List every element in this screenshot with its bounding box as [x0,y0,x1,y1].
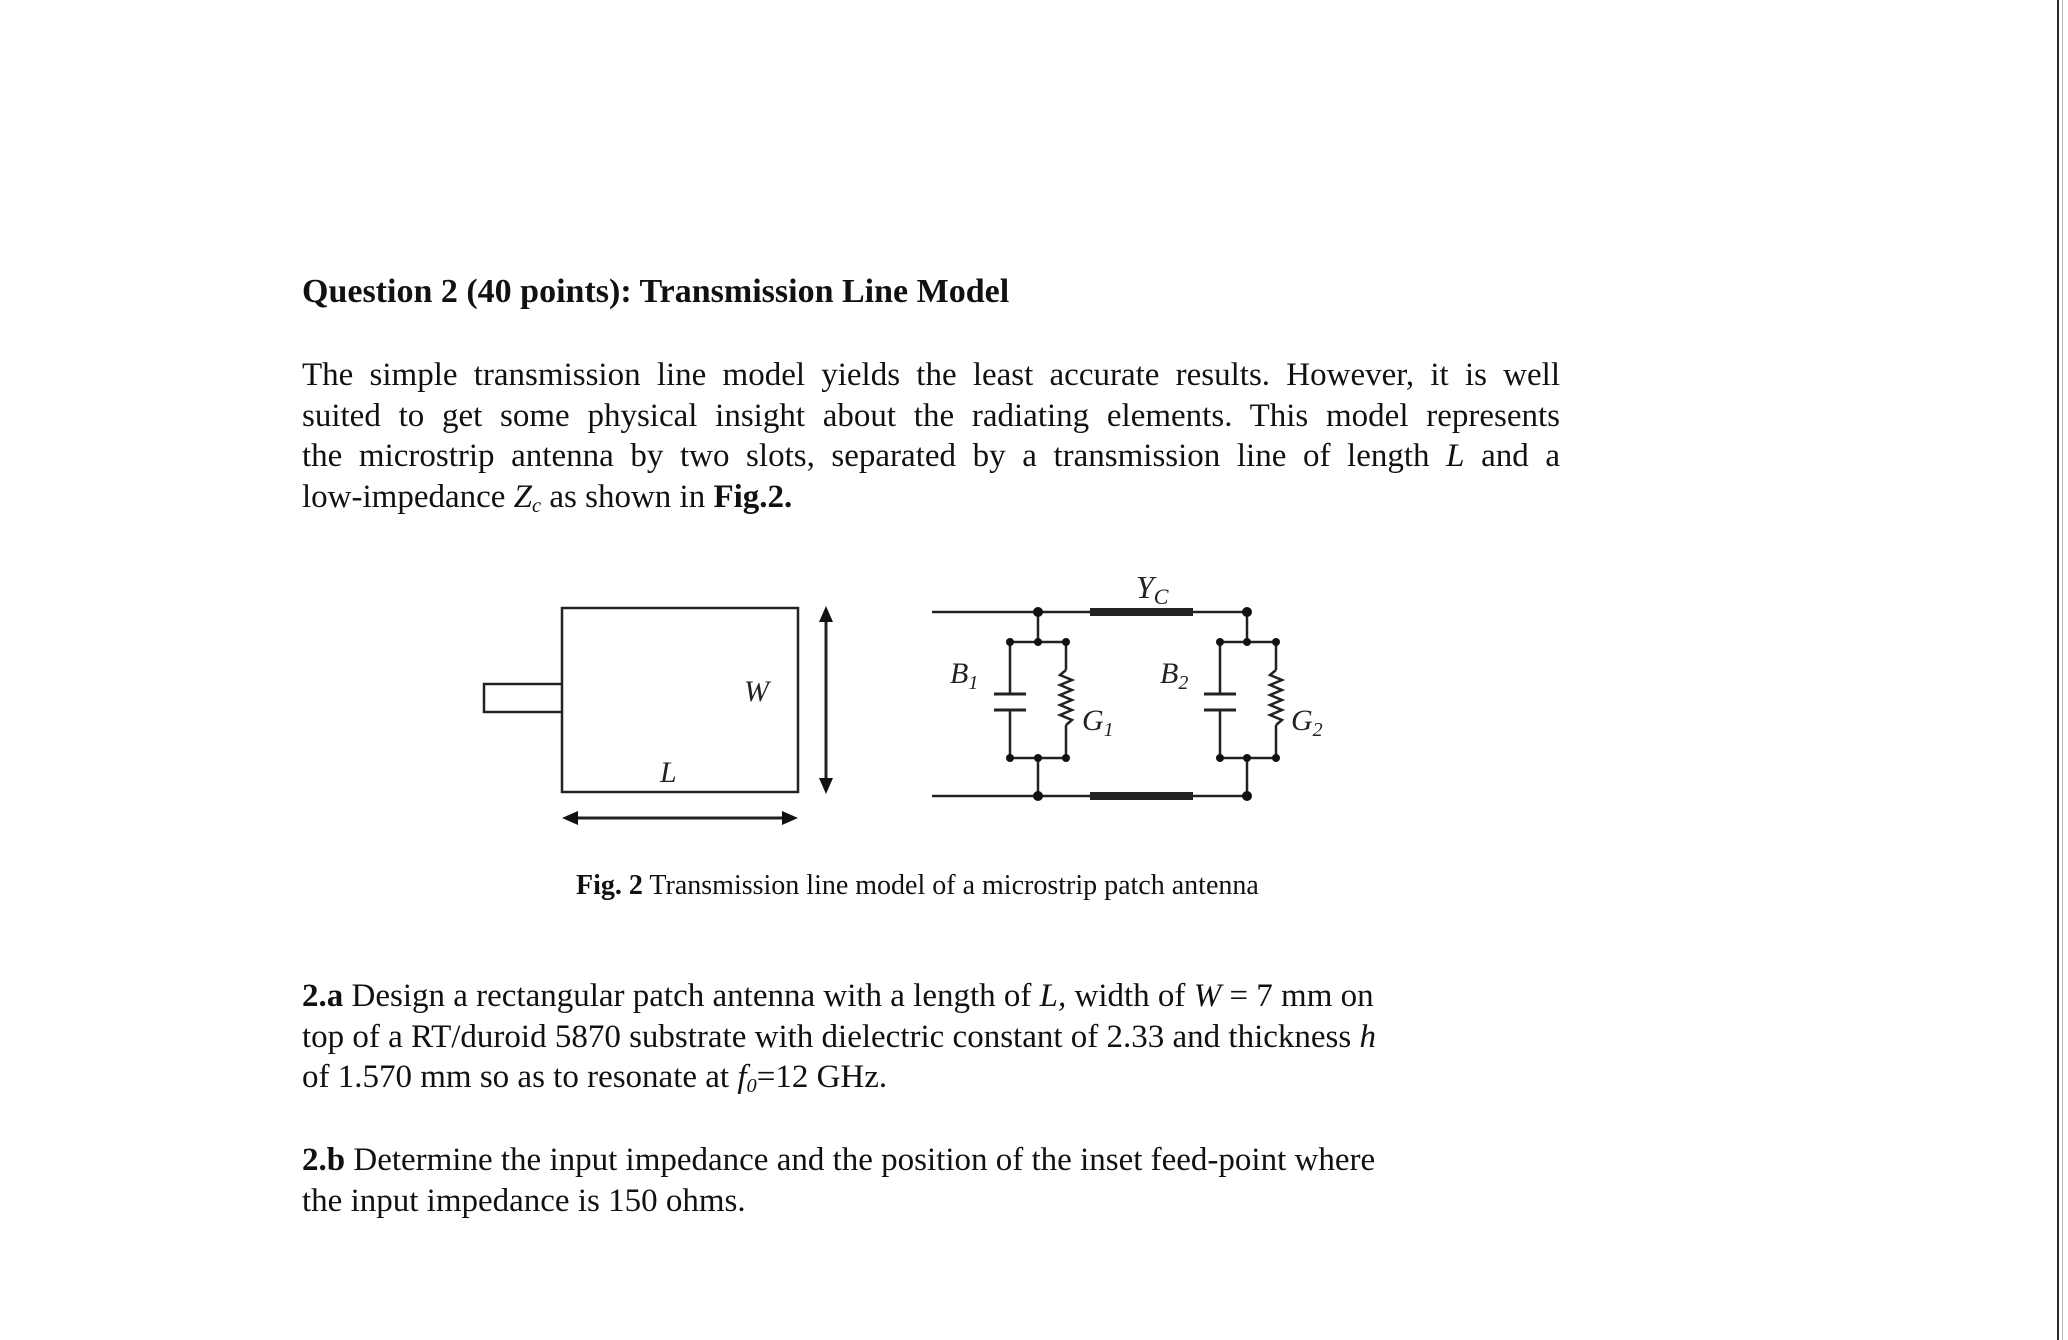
width-arrow-up [819,606,833,622]
g2-label: $G_2$ [1291,704,1323,741]
intro-line-2: suited to get some physical insight about the radiating elements. This model represents [302,397,1560,434]
g2-resistor [1270,670,1282,725]
b1-label: $B_1$ [950,657,979,694]
admittance-label: YC [1136,569,1169,609]
length-arrow-left [562,811,578,825]
feed-line [484,684,562,712]
patch-length-label: L [660,756,677,789]
part-a-label: 2.a [302,978,344,1014]
length-arrow-right [782,811,798,825]
part-b-line-2: the input impedance is 150 ohms. [302,1182,746,1219]
patch-antenna-drawing [484,606,833,825]
fig-reference: Fig.2. [713,478,793,515]
figure-caption [576,870,1259,902]
intro-line-4: low-impedance $Z_c$ as shown in Fig.2. [302,478,793,517]
g1-label: $G_1$ [1082,704,1114,741]
part-b-line-1: 2.b Determine the input impedance and the position of the inset feed-point where [302,1142,1376,1178]
intro-line-3: the microstrip antenna by two slots, separated by a transmission line of length L and a [302,438,1561,474]
part-a-line-3: of 1.570 mm so as to resonate at $f_0=12$ GHz. [302,1059,888,1098]
question-heading: Question 2 (40 points): Transmission Line Model [302,273,1010,310]
part-a [302,976,1452,1098]
impedance-var: Z [513,478,533,515]
circuit-drawing [932,612,1282,796]
caption-label: Fig. 2 [576,870,643,901]
b2-label: $B_2$ [1160,657,1189,694]
g1-resistor [1060,670,1072,725]
part-b-label: 2.b [302,1142,346,1178]
part-a-line-2: top of a RT/duroid 5870 substrate with dielectric constant of 2.33 and thickness h [302,1018,1376,1055]
patch-width-label: W [744,675,769,708]
width-arrow-down [819,778,833,794]
caption-text: Transmission line model of a microstrip patch antenna [649,870,1259,901]
length-var: L [1446,438,1465,474]
intro-line-1: The simple transmission line model yields the least accurate results. However, it is well [302,357,1560,393]
part-a-line-1: 2.a Design a rectangular patch antenna with a length of L, width of W = 7 mm on [302,978,1374,1014]
part-b [302,1140,1452,1221]
circuit-junction-dots [1006,607,1280,801]
